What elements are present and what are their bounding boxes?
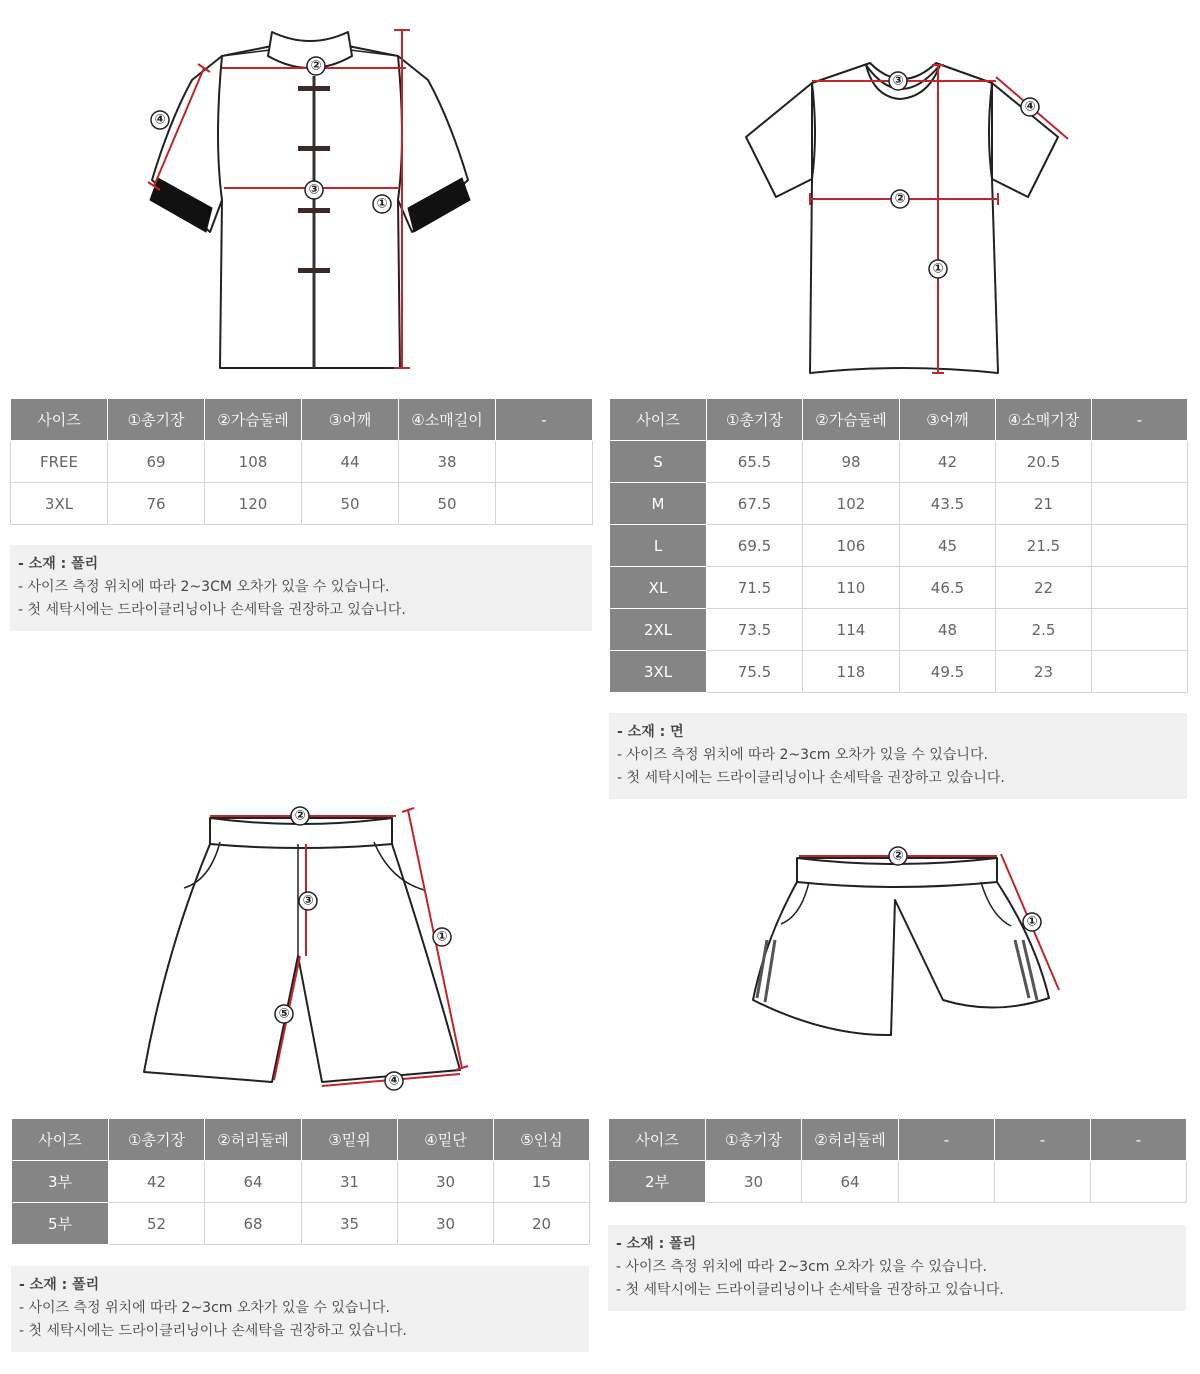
header-cell: ④밑단 (398, 1119, 494, 1161)
value-cell: 69 (108, 441, 205, 483)
material-note: - 소재 : 폴리 (19, 1277, 100, 1293)
header-cell: ②허리둘레 (205, 1119, 302, 1161)
value-cell (1092, 525, 1188, 567)
header-cell: - (496, 399, 593, 441)
value-cell: 42 (109, 1161, 205, 1203)
size-cell: 3XL (610, 651, 707, 693)
table-row (610, 441, 1188, 483)
value-cell (1092, 567, 1188, 609)
header-cell: ④소매길이 (399, 399, 496, 441)
tshirt-illustration (740, 55, 1080, 385)
ls-marker-5: ⑤ (278, 1006, 290, 1022)
header-cell: ③밑위 (302, 1119, 398, 1161)
ss-marker-2: ② (892, 848, 904, 864)
ls-marker-3: ③ (302, 893, 314, 909)
header-cell: ③어깨 (900, 399, 996, 441)
value-cell: 75.5 (707, 651, 803, 693)
size-cell: 3XL (11, 483, 108, 525)
size-cell: 2부 (609, 1161, 706, 1203)
value-cell: 22 (996, 567, 1092, 609)
value-cell: 108 (205, 441, 302, 483)
value-cell: 45 (900, 525, 996, 567)
value-cell (1091, 1161, 1187, 1203)
value-cell: 52 (109, 1203, 205, 1245)
value-cell: 73.5 (707, 609, 803, 651)
header-cell: ①총기장 (706, 1119, 802, 1161)
notes-short-shorts (608, 1225, 1186, 1311)
value-cell (496, 441, 593, 483)
value-cell (899, 1161, 995, 1203)
value-cell (1092, 609, 1188, 651)
tshirt-marker-4: ④ (1024, 99, 1036, 115)
header-cell: 사이즈 (11, 399, 108, 441)
size-cell: S (610, 441, 707, 483)
value-cell: 114 (803, 609, 900, 651)
value-cell: 21 (996, 483, 1092, 525)
ls-marker-1: ① (436, 929, 448, 945)
size-table-long-shorts (11, 1118, 590, 1245)
marker-2: ② (310, 58, 322, 74)
size-cell: 3부 (12, 1161, 109, 1203)
wash-note: - 첫 세탁시에는 드라이클리닝이나 손세탁을 권장하고 있습니다. (18, 602, 406, 618)
table-row (610, 567, 1188, 609)
value-cell: 30 (398, 1203, 494, 1245)
header-cell: 사이즈 (609, 1119, 706, 1161)
table-header-row (609, 1119, 1187, 1161)
value-cell: 35 (302, 1203, 398, 1245)
value-cell: 71.5 (707, 567, 803, 609)
value-cell: 48 (900, 609, 996, 651)
value-cell: 38 (399, 441, 496, 483)
tshirt-marker-2: ② (894, 191, 906, 207)
material-note: - 소재 : 폴리 (18, 556, 99, 572)
marker-1: ① (376, 196, 388, 212)
header-cell: - (1091, 1119, 1187, 1161)
tolerance-note: - 사이즈 측정 위치에 따라 2~3cm 오차가 있을 수 있습니다. (617, 747, 988, 763)
header-cell: - (995, 1119, 1091, 1161)
tshirt-marker-1: ① (932, 261, 944, 277)
notes-tshirt (609, 713, 1187, 799)
value-cell: 42 (900, 441, 996, 483)
value-cell (1092, 483, 1188, 525)
tolerance-note: - 사이즈 측정 위치에 따라 2~3CM 오차가 있을 수 있습니다. (18, 579, 390, 595)
header-cell: ②가슴둘레 (205, 399, 302, 441)
value-cell: 50 (302, 483, 399, 525)
notes-changshan (10, 545, 592, 631)
header-cell: ①총기장 (109, 1119, 205, 1161)
value-cell: 110 (803, 567, 900, 609)
wash-note: - 첫 세탁시에는 드라이클리닝이나 손세탁을 권장하고 있습니다. (617, 770, 1005, 786)
size-cell: XL (610, 567, 707, 609)
value-cell: 120 (205, 483, 302, 525)
changshan-markers (130, 20, 490, 380)
table-row (11, 483, 593, 525)
material-note: - 소재 : 폴리 (616, 1236, 697, 1252)
size-table-changshan (10, 398, 593, 525)
value-cell: 30 (398, 1161, 494, 1203)
value-cell: 31 (302, 1161, 398, 1203)
value-cell: 21.5 (996, 525, 1092, 567)
value-cell (496, 483, 593, 525)
ls-marker-2: ② (294, 808, 306, 824)
long-shorts-illustration (140, 800, 480, 1100)
table-row (12, 1203, 590, 1245)
value-cell: 76 (108, 483, 205, 525)
notes-long-shorts (11, 1266, 589, 1352)
table-row (610, 651, 1188, 693)
ss-marker-1: ① (1026, 914, 1038, 930)
short-shorts-illustration (745, 840, 1075, 1050)
material-note: - 소재 : 면 (617, 724, 684, 740)
value-cell (1092, 651, 1188, 693)
value-cell: 2.5 (996, 609, 1092, 651)
value-cell: 49.5 (900, 651, 996, 693)
value-cell: 106 (803, 525, 900, 567)
header-cell: ①총기장 (707, 399, 803, 441)
tshirt-marker-3: ③ (892, 73, 904, 89)
size-cell: 5부 (12, 1203, 109, 1245)
size-cell: M (610, 483, 707, 525)
value-cell: 46.5 (900, 567, 996, 609)
value-cell: 15 (494, 1161, 590, 1203)
value-cell: 23 (996, 651, 1092, 693)
table-row (12, 1161, 590, 1203)
size-cell: FREE (11, 441, 108, 483)
tolerance-note: - 사이즈 측정 위치에 따라 2~3cm 오차가 있을 수 있습니다. (616, 1259, 987, 1275)
value-cell: 65.5 (707, 441, 803, 483)
size-table-short-shorts (608, 1118, 1187, 1203)
value-cell: 20 (494, 1203, 590, 1245)
value-cell (995, 1161, 1091, 1203)
value-cell: 43.5 (900, 483, 996, 525)
value-cell: 102 (803, 483, 900, 525)
wash-note: - 첫 세탁시에는 드라이클리닝이나 손세탁을 권장하고 있습니다. (19, 1323, 407, 1339)
table-row (11, 441, 593, 483)
header-cell: - (899, 1119, 995, 1161)
value-cell: 44 (302, 441, 399, 483)
header-cell: 사이즈 (12, 1119, 109, 1161)
header-cell: ⑤인심 (494, 1119, 590, 1161)
table-row (609, 1161, 1187, 1203)
header-cell: ②허리둘레 (802, 1119, 899, 1161)
header-cell: - (1092, 399, 1188, 441)
size-table-tshirt (609, 398, 1188, 693)
value-cell: 69.5 (707, 525, 803, 567)
value-cell (1092, 441, 1188, 483)
ls-marker-4: ④ (388, 1073, 400, 1089)
header-cell: ②가슴둘레 (803, 399, 900, 441)
header-cell: 사이즈 (610, 399, 707, 441)
table-row (610, 483, 1188, 525)
table-row (610, 609, 1188, 651)
size-cell: 2XL (610, 609, 707, 651)
tolerance-note: - 사이즈 측정 위치에 따라 2~3cm 오차가 있을 수 있습니다. (19, 1300, 390, 1316)
value-cell: 98 (803, 441, 900, 483)
size-cell: L (610, 525, 707, 567)
marker-4: ④ (154, 112, 166, 128)
value-cell: 64 (802, 1161, 899, 1203)
header-cell: ①총기장 (108, 399, 205, 441)
header-cell: ③어깨 (302, 399, 399, 441)
value-cell: 20.5 (996, 441, 1092, 483)
value-cell: 50 (399, 483, 496, 525)
marker-3: ③ (308, 182, 320, 198)
table-header-row (12, 1119, 590, 1161)
table-header-row (610, 399, 1188, 441)
table-header-row (11, 399, 593, 441)
header-cell: ④소매기장 (996, 399, 1092, 441)
value-cell: 68 (205, 1203, 302, 1245)
value-cell: 67.5 (707, 483, 803, 525)
value-cell: 30 (706, 1161, 802, 1203)
value-cell: 118 (803, 651, 900, 693)
value-cell: 64 (205, 1161, 302, 1203)
table-row (610, 525, 1188, 567)
wash-note: - 첫 세탁시에는 드라이클리닝이나 손세탁을 권장하고 있습니다. (616, 1282, 1004, 1298)
